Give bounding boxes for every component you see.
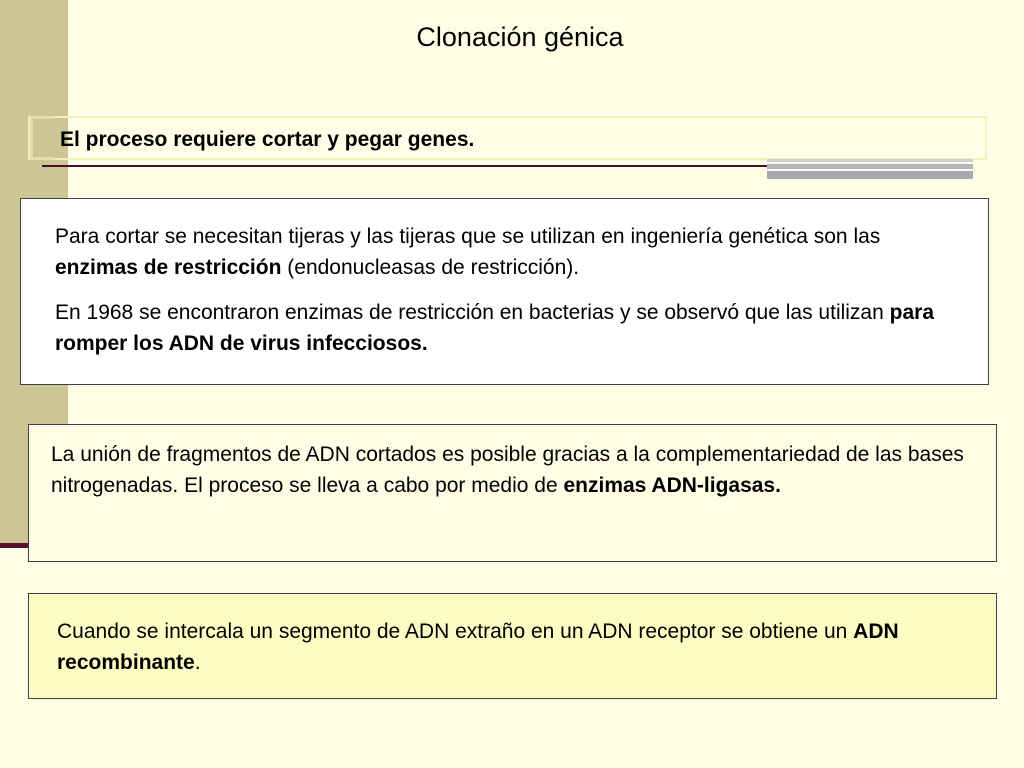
paragraph-1968-text: En 1968 se encontraron enzimas de restricción en bacterias y se observó que las utilizan [55,301,890,324]
text-box-recombinant-dna [28,593,997,699]
paragraph-scissors [55,221,958,283]
term-dna-ligases: enzimas ADN-ligasas. [563,474,781,497]
term-restriction-enzymes: enzimas de restricción [55,256,282,279]
paragraph-recombinant-text: Cuando se intercala un segmento de ADN extraño en un ADN receptor se obtiene un [57,620,854,643]
phrase-break-viral-dna: para romper los ADN de virus infecciosos. [55,301,934,355]
slide-title: Clonación génica [416,22,624,52]
decorative-gray-bars [767,159,973,179]
subtitle-corner-bracket [30,116,54,160]
paragraph-recombinant [57,616,966,678]
text-box-ligases [28,424,997,562]
paragraph-ligation [51,439,966,501]
text-box-restriction-enzymes [20,198,989,385]
left-decorative-rule [0,543,30,548]
slide-subtitle: El proceso requiere cortar y pegar genes. [60,128,475,151]
paragraph-ligation-text: La unión de fragmentos de ADN cortados es posible gracias a la complementariedad de las bases nitrogenadas. El proceso se lleva a cabo por medio de [51,443,964,497]
term-recombinant-dna: ADN recombinante [57,620,899,674]
paragraph-1968-discovery [55,297,958,359]
paragraph-scissors-text-start: Para cortar se necesitan tijeras y las tijeras que se utilizan en ingeniería genética son las [55,225,881,248]
paragraph-recombinant-period: . [194,651,201,674]
paragraph-scissors-text-end: (endonucleasas de restricción). [281,256,580,279]
